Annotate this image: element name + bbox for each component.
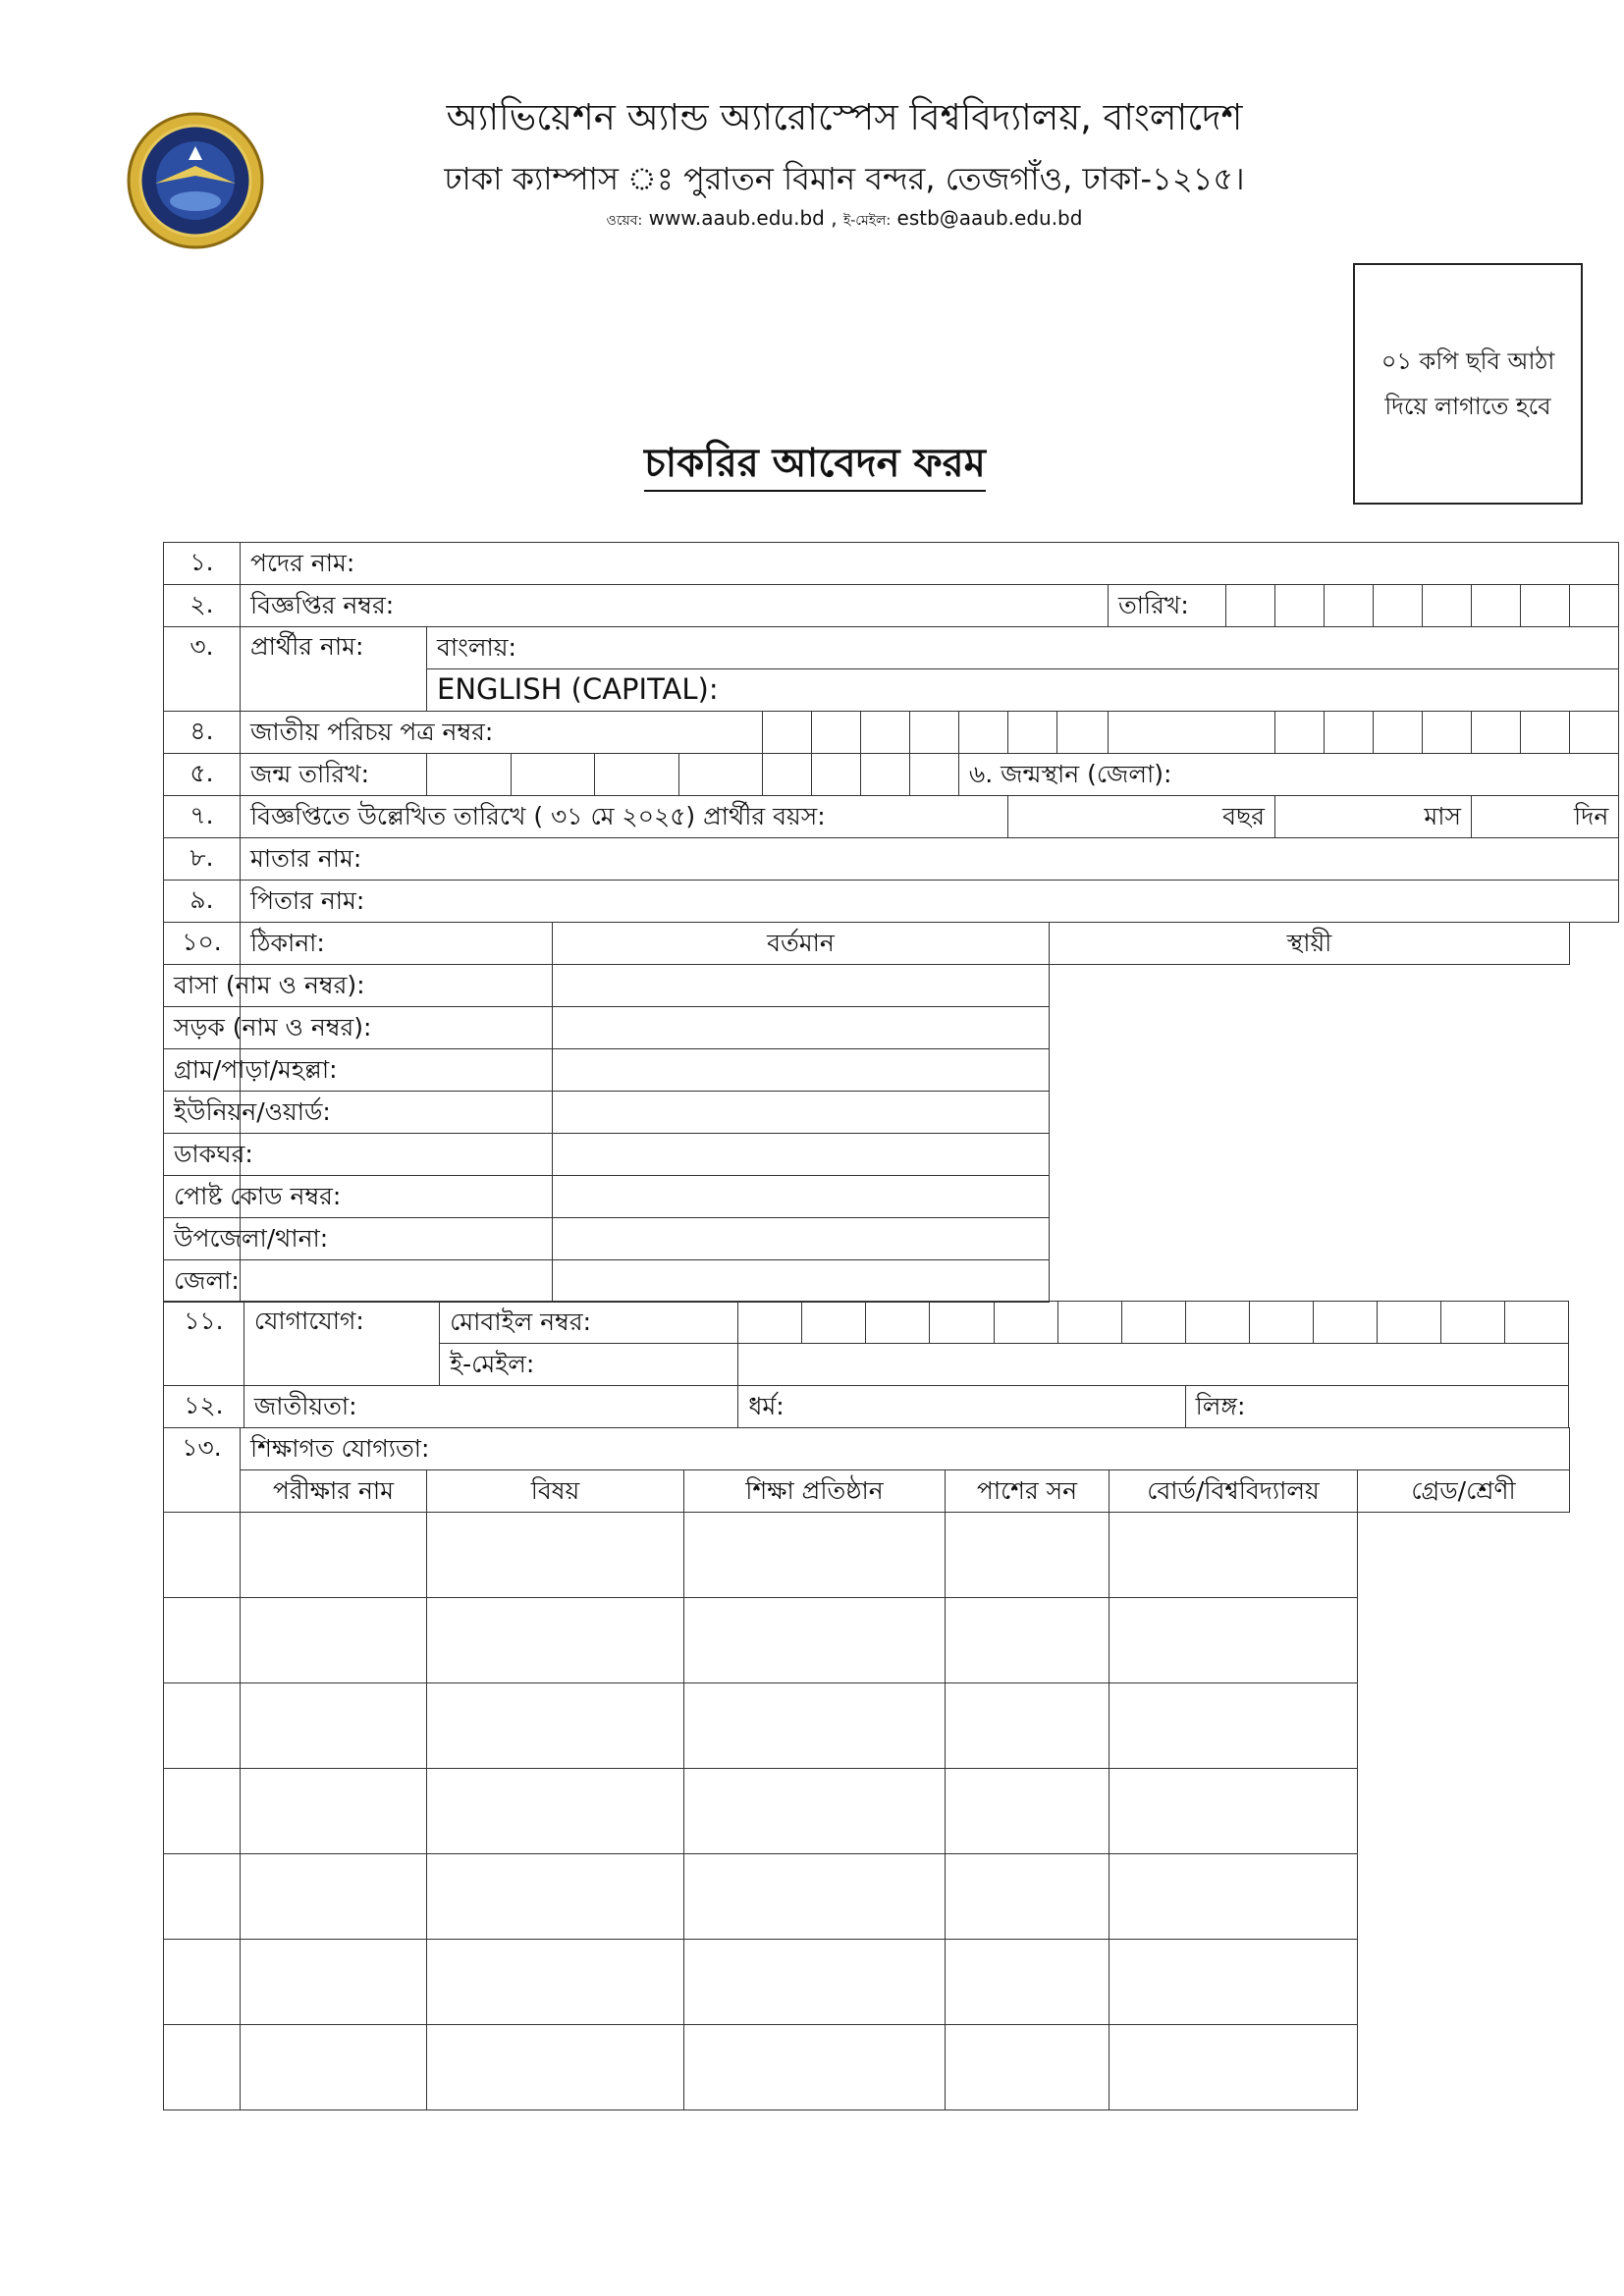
education-cell[interactable] (946, 2024, 1110, 2109)
education-cell[interactable] (427, 1682, 684, 1768)
mobile-digit-box[interactable] (1440, 1302, 1504, 1344)
education-cell[interactable] (241, 1597, 427, 1682)
education-cell[interactable] (946, 1682, 1110, 1768)
row-number: ৯. (164, 881, 241, 923)
mobile-digit-box[interactable] (994, 1302, 1057, 1344)
date-digit-box[interactable] (1374, 585, 1423, 627)
dob-digit-box[interactable] (679, 754, 763, 795)
row-number: ৫. (164, 754, 241, 796)
education-cell[interactable] (427, 1768, 684, 1853)
education-cell[interactable] (684, 1853, 946, 1939)
university-logo (126, 111, 265, 250)
row-number: ১১. (164, 1302, 244, 1386)
row-number: ৪. (164, 712, 241, 754)
row-number: ১০. (164, 922, 241, 964)
present-address-header: বর্তমান (553, 922, 1050, 964)
father-name-label: পিতার নাম: (250, 886, 365, 915)
religion-field[interactable] (738, 1386, 1185, 1428)
address-row (164, 964, 1570, 1006)
email-label: ই-মেইল: (440, 1344, 738, 1386)
form-top-table (163, 542, 1619, 923)
email-link[interactable]: estb@aaub.edu.bd (896, 206, 1083, 230)
permanent-address-input[interactable] (553, 1091, 1050, 1133)
education-cell[interactable] (946, 1939, 1110, 2024)
mobile-digit-box[interactable] (930, 1302, 994, 1344)
circular-number-field[interactable] (241, 585, 1109, 627)
mother-name-field[interactable] (241, 838, 1619, 881)
education-label: শিক্ষাগত যোগ্যতা: (241, 1427, 1570, 1469)
email-field[interactable] (738, 1344, 1569, 1386)
date-digit-box[interactable] (1423, 585, 1472, 627)
permanent-address-input[interactable] (553, 1217, 1050, 1259)
address-label: ঠিকানা: (241, 922, 553, 964)
education-cell[interactable] (684, 1512, 946, 1597)
nid-digit-box[interactable] (959, 712, 1008, 754)
education-cell[interactable] (164, 1597, 241, 1682)
campus-address: ঢাকা ক্যাম্পাস ঃ পুরাতন বিমান বন্দর, তেজগাঁও, ঢাকা-১২১৫। (444, 160, 1245, 197)
nid-digit-box[interactable] (910, 712, 959, 754)
education-cell[interactable] (1110, 1939, 1358, 2024)
dob-digit-box[interactable] (861, 754, 910, 796)
education-row (164, 1853, 1570, 1939)
day-label: দিন (1574, 802, 1609, 830)
education-column-header: বোর্ড/বিশ্ববিদ্যালয় (1110, 1469, 1358, 1512)
nid-digit-box[interactable] (1570, 712, 1619, 754)
date-label: তারিখ: (1109, 585, 1226, 627)
education-cell[interactable] (164, 1768, 241, 1853)
education-cell[interactable] (241, 1853, 427, 1939)
birthplace-label: ৬. জন্মস্থান (জেলা): (969, 760, 1172, 788)
date-digit-box[interactable] (1521, 585, 1570, 627)
nid-digit-box[interactable] (861, 712, 910, 754)
dob-boxes (427, 754, 763, 796)
education-cell[interactable] (1110, 1512, 1358, 1597)
dob-digit-box[interactable] (512, 754, 596, 795)
address-field-label: গ্রাম/পাড়া/মহল্লা: (164, 1048, 241, 1091)
father-name-field[interactable] (241, 881, 1619, 923)
dob-digit-box[interactable] (595, 754, 679, 795)
address-table (163, 922, 1570, 1303)
mobile-digit-box[interactable] (1057, 1302, 1121, 1344)
mobile-digit-box[interactable] (1185, 1302, 1249, 1344)
education-row (164, 1597, 1570, 1682)
name-bangla-label: বাংলায়: (437, 633, 516, 662)
gender-label: লিঙ্গ: (1195, 1392, 1246, 1420)
education-cell[interactable] (1110, 1682, 1358, 1768)
row-number: ৩. (164, 627, 241, 712)
row-number: ১৩. (164, 1427, 241, 1512)
birthplace-field[interactable] (959, 754, 1619, 796)
dob-digit-box[interactable] (812, 754, 861, 796)
name-english-label: ENGLISH (CAPITAL): (437, 672, 719, 706)
date-digit-box[interactable] (1570, 585, 1619, 627)
education-column-header: গ্রেড/শ্রেণী (1358, 1469, 1570, 1512)
education-row (164, 1939, 1570, 2024)
nid-label: জাতীয় পরিচয় পত্র নম্বর: (241, 712, 763, 754)
education-header-row (164, 1469, 1570, 1512)
address-row (164, 1048, 1570, 1091)
row-number: ৭. (164, 796, 241, 838)
mobile-digit-box[interactable] (1121, 1302, 1185, 1344)
university-name: অ্যাভিয়েশন অ্যান্ড অ্যারোস্পেস বিশ্ববিদ্যালয়, বাংলাদেশ (446, 96, 1243, 138)
education-cell[interactable] (241, 1682, 427, 1768)
mobile-digit-box[interactable] (738, 1302, 802, 1344)
nid-digit-box[interactable] (1521, 712, 1570, 754)
education-cell[interactable] (427, 1597, 684, 1682)
age-label: বিজ্ঞপ্তিতে উল্লেখিত তারিখে ( ৩১ মে ২০২৫) প্রার্থীর বয়স: (241, 796, 1008, 838)
nid-digit-box[interactable] (1057, 712, 1109, 754)
address-row (164, 1133, 1570, 1175)
mobile-label: মোবাইল নম্বর: (440, 1302, 738, 1344)
education-cell[interactable] (427, 2024, 684, 2109)
gender-field[interactable] (1185, 1386, 1568, 1428)
address-row (164, 1259, 1570, 1302)
education-cell[interactable] (684, 1597, 946, 1682)
nid-digit-box[interactable] (812, 712, 861, 754)
nid-digit-box[interactable] (1374, 712, 1423, 754)
education-cell[interactable] (684, 1768, 946, 1853)
education-cell[interactable] (684, 1682, 946, 1768)
address-row (164, 1217, 1570, 1259)
education-row (164, 2024, 1570, 2109)
permanent-address-input[interactable] (553, 1259, 1050, 1302)
mobile-digit-box[interactable] (1377, 1302, 1440, 1344)
education-cell[interactable] (1110, 1768, 1358, 1853)
education-cell[interactable] (164, 1939, 241, 2024)
religion-label: ধর্ম: (748, 1392, 785, 1420)
age-month-field[interactable] (1275, 796, 1472, 838)
address-row (164, 1175, 1570, 1217)
form-title-text: চাকরির আবেদন ফরম (644, 441, 986, 492)
photo-line-2: দিয়ে লাগাতে হবে (1384, 393, 1551, 420)
present-address-input[interactable] (241, 1259, 553, 1302)
mother-name-label: মাতার নাম: (250, 844, 362, 873)
date-digit-box[interactable] (1226, 585, 1275, 627)
education-cell[interactable] (1110, 2024, 1358, 2109)
contact-label: যোগাযোগ: (244, 1302, 439, 1386)
permanent-address-input[interactable] (553, 1175, 1050, 1217)
name-english-field[interactable] (427, 669, 1619, 712)
address-field-label: সড়ক (নাম ও নম্বর): (164, 1006, 241, 1048)
education-row (164, 1768, 1570, 1853)
photo-placeholder (1353, 263, 1583, 505)
nationality-label: জাতীয়তা: (253, 1392, 357, 1420)
dob-digit-box[interactable] (910, 754, 959, 796)
education-cell[interactable] (241, 1768, 427, 1853)
education-cell[interactable] (164, 1682, 241, 1768)
address-field-label: ইউনিয়ন/ওয়ার্ড: (164, 1091, 241, 1133)
form-title (550, 432, 1080, 498)
nid-digit-box[interactable] (763, 712, 812, 754)
education-cell[interactable] (164, 1853, 241, 1939)
education-row (164, 1512, 1570, 1597)
education-cell[interactable] (684, 1939, 946, 2024)
address-field-label: পোষ্ট কোড নম্বর: (164, 1175, 241, 1217)
row-number: ২. (164, 585, 241, 627)
nid-digit-box[interactable] (1008, 712, 1057, 754)
permanent-address-input[interactable] (553, 1133, 1050, 1175)
education-cell[interactable] (1110, 1853, 1358, 1939)
contact-line (353, 204, 1335, 235)
year-label: বছর (1222, 802, 1265, 830)
address-field-label: জেলা: (164, 1259, 241, 1302)
address-row (164, 1006, 1570, 1048)
education-cell[interactable] (241, 1512, 427, 1597)
contact-table (163, 1301, 1569, 1428)
name-bangla-field[interactable] (427, 627, 1619, 669)
nid-digit-box[interactable] (1275, 712, 1325, 754)
photo-line-1: ০১ কপি ছবি আঠা (1380, 347, 1555, 375)
present-address-input[interactable] (241, 1133, 553, 1175)
application-form (163, 542, 1609, 2110)
permanent-address-header: স্থায়ী (1050, 922, 1570, 964)
education-column-header: বিষয় (427, 1469, 684, 1512)
mobile-digit-box[interactable] (802, 1302, 866, 1344)
date-digit-box[interactable] (1275, 585, 1325, 627)
email-label: ই-মেইল: (842, 213, 892, 229)
row-number: ১২. (164, 1386, 244, 1428)
dob-label: জন্ম তারিখ: (241, 754, 427, 796)
applicant-name-label: প্রার্থীর নাম: (241, 627, 427, 712)
permanent-address-input[interactable] (553, 1048, 1050, 1091)
education-cell[interactable] (427, 1939, 684, 2024)
address-row (164, 1091, 1570, 1133)
education-table (163, 1427, 1570, 2110)
date-digit-box[interactable] (1472, 585, 1521, 627)
education-column-header: শিক্ষা প্রতিষ্ঠান (684, 1469, 946, 1512)
education-cell[interactable] (1110, 1597, 1358, 1682)
permanent-address-input[interactable] (553, 1006, 1050, 1048)
address-field-label: উপজেলা/থানা: (164, 1217, 241, 1259)
date-digit-box[interactable] (1325, 585, 1374, 627)
dob-digit-box[interactable] (427, 754, 512, 795)
address-field-label: ডাকঘর: (164, 1133, 241, 1175)
age-year-field[interactable] (1008, 796, 1275, 838)
address-field-label: বাসা (নাম ও নম্বর): (164, 964, 241, 1006)
nid-digit-box[interactable] (1472, 712, 1521, 754)
permanent-address-input[interactable] (553, 964, 1050, 1006)
nid-digit-box[interactable] (1325, 712, 1374, 754)
dob-digit-box[interactable] (763, 754, 812, 796)
education-cell[interactable] (164, 1512, 241, 1597)
mobile-digit-box[interactable] (1504, 1302, 1568, 1344)
row-number: ৮. (164, 838, 241, 881)
mobile-digit-box[interactable] (1313, 1302, 1377, 1344)
education-column-header: পরীক্ষার নাম (241, 1469, 427, 1512)
nationality-field[interactable] (244, 1386, 738, 1428)
web-link[interactable]: www.aaub.edu.bd , (648, 206, 838, 230)
education-cell[interactable] (241, 2024, 427, 2109)
education-cell[interactable] (946, 1597, 1110, 1682)
nid-digit-box[interactable] (1109, 712, 1275, 754)
education-row (164, 1682, 1570, 1768)
education-column-header: পাশের সন (946, 1469, 1110, 1512)
education-cell[interactable] (164, 2024, 241, 2109)
month-label: মাস (1424, 802, 1461, 830)
education-cell[interactable] (946, 1853, 1110, 1939)
post-name-label: পদের নাম: (250, 549, 355, 577)
age-day-field[interactable] (1472, 796, 1619, 838)
mobile-digit-box[interactable] (866, 1302, 930, 1344)
education-cell[interactable] (946, 1768, 1110, 1853)
education-cell[interactable] (427, 1512, 684, 1597)
post-name-field[interactable] (241, 543, 1619, 585)
nid-digit-box[interactable] (1423, 712, 1472, 754)
web-label: ওয়েব: (606, 213, 643, 229)
circular-number-label: বিজ্ঞপ্তির নম্বর: (250, 591, 395, 619)
education-cell[interactable] (427, 1853, 684, 1939)
mobile-digit-box[interactable] (1249, 1302, 1313, 1344)
education-cell[interactable] (684, 2024, 946, 2109)
row-number: ১. (164, 543, 241, 585)
education-cell[interactable] (946, 1512, 1110, 1597)
education-cell[interactable] (241, 1939, 427, 2024)
